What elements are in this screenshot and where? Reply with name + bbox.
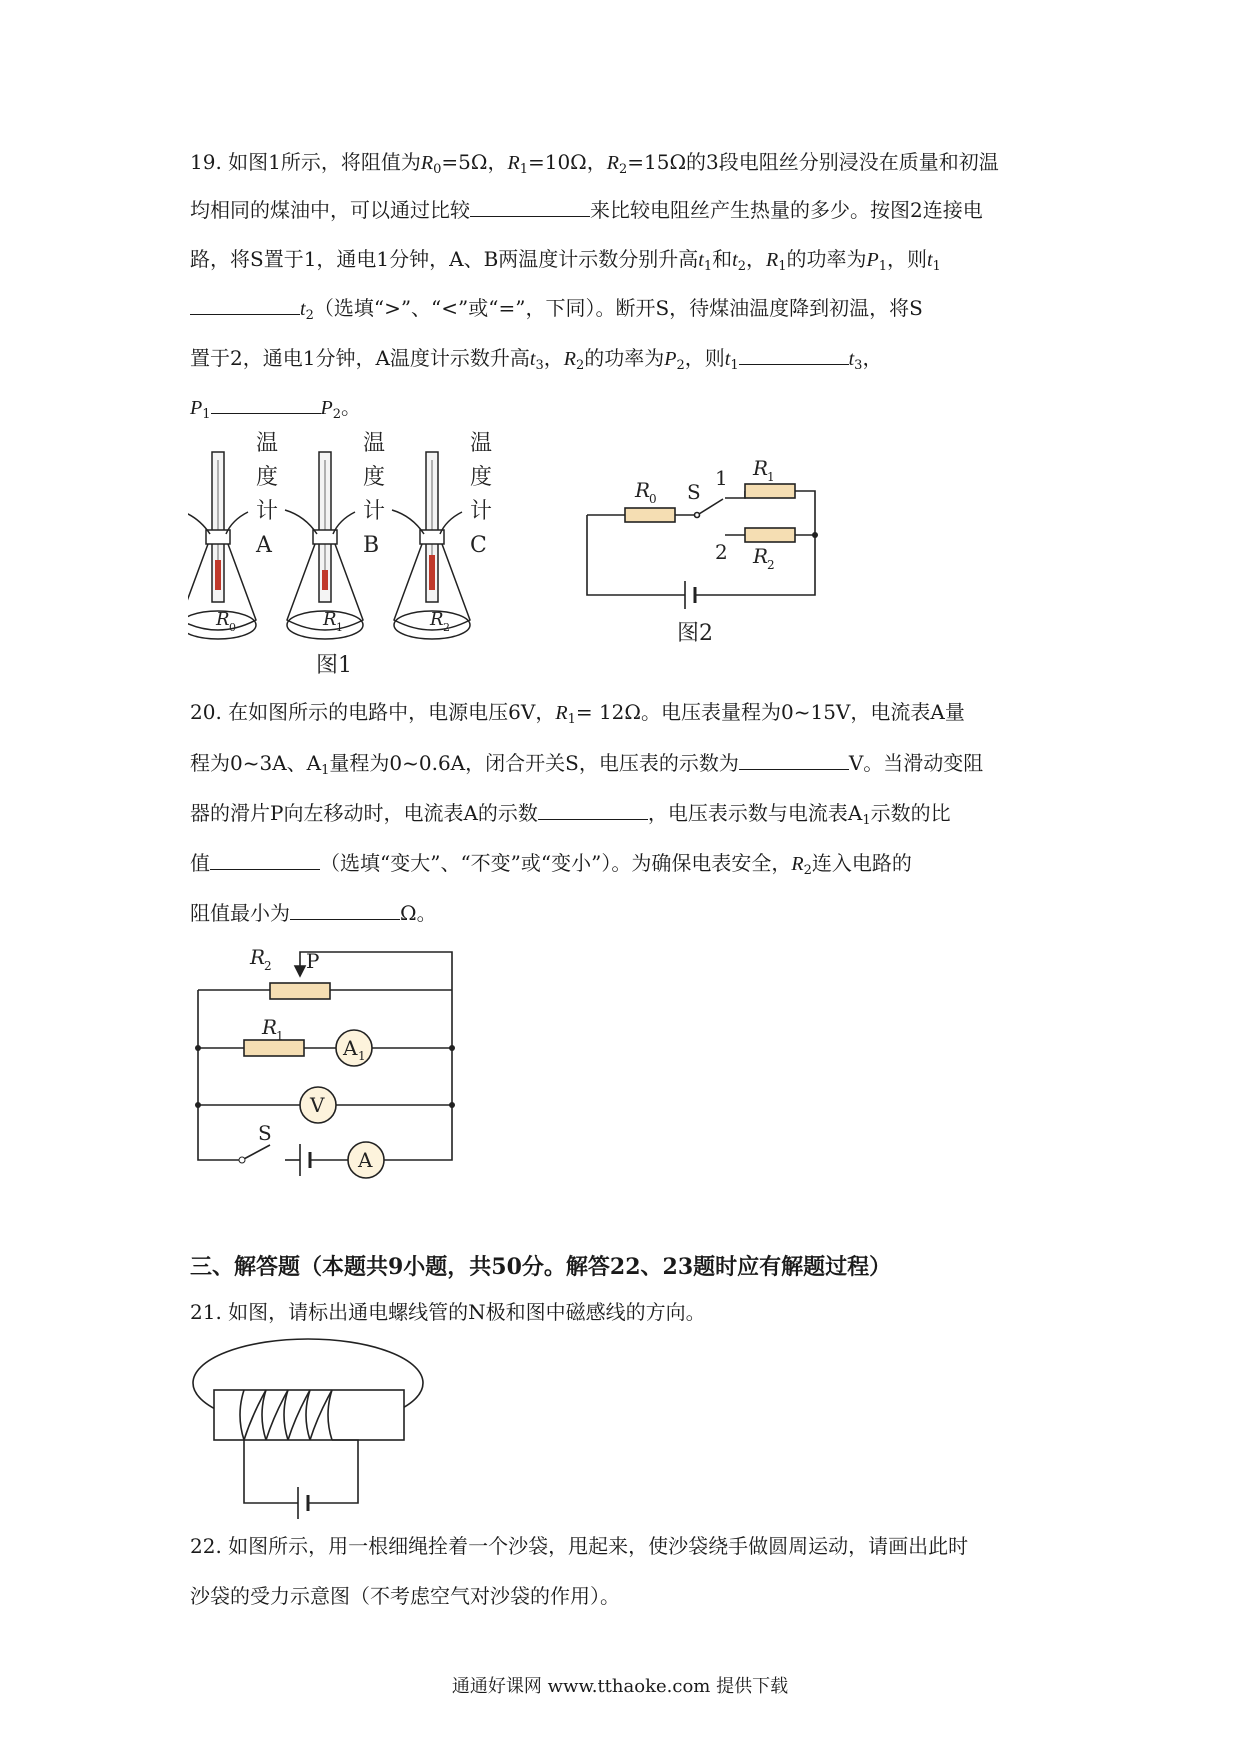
svg-text:温: 温 xyxy=(363,431,386,456)
q19-line-3: 路，将S置于1，通电1分钟，A、B两温度计示数分别升高$t_1$和$t_2$，$R_1$的功率为$P_1$，则$t_1$ xyxy=(190,247,941,274)
svg-text:R: R xyxy=(323,609,337,630)
q19-line-1: 19. 如图1所示，将阻值为$R_0=5\Omega$，$R_1=10\Omega$，$R_2=15\Omega$的3段电阻丝分别浸没在质量和初温 xyxy=(190,150,999,177)
svg-text:B: B xyxy=(363,533,380,558)
svg-text:1: 1 xyxy=(358,1049,366,1063)
q21-text: 21. 如图，请标出通电螺线管的N极和图中磁感线的方向。 xyxy=(190,1300,706,1324)
switch-label: S xyxy=(258,1121,272,1145)
q20-circuit-figure xyxy=(190,940,470,1180)
svg-text:2: 2 xyxy=(264,959,272,973)
q19-line-2: 均相同的煤油中，可以通过比较 来比较电阻丝产生热量的多少。按图2连接电 xyxy=(190,198,983,222)
figure-caption: 图1 xyxy=(316,653,352,678)
q20-line-1: 20. 在如图所示的电路中，电源电压6V，$R_1= 12\Omega$。电压表量程为0~15V，电流表A量 xyxy=(190,700,965,727)
answer-blank[interactable] xyxy=(739,749,849,770)
svg-text:C: C xyxy=(470,533,487,558)
svg-text:R: R xyxy=(216,609,230,630)
svg-text:0: 0 xyxy=(229,621,236,634)
svg-text:2: 2 xyxy=(767,558,775,572)
q19-line-6: $P_1$ $P_2$。 xyxy=(190,395,361,422)
ammeter-a1-label: A xyxy=(343,1036,358,1060)
ammeter-a-label: A xyxy=(358,1148,373,1172)
q19-text: 19. 如图1所示，将阻值为 xyxy=(190,150,421,174)
svg-text:2: 2 xyxy=(443,621,450,634)
thermo-label: 温 xyxy=(256,431,279,456)
svg-text:R: R xyxy=(250,945,266,969)
page-footer: 通通好课网 www.tthaoke.com 提供下载 xyxy=(451,1676,789,1697)
q20-line-2: 程为0~3A、$A_1$量程为0~0.6A，闭合开关S，电压表的示数为 V。当滑动变阻 xyxy=(190,751,984,778)
svg-text:R: R xyxy=(262,1015,278,1039)
q20-text: 20. 在如图所示的电路中，电源电压6V， xyxy=(190,700,556,724)
section-heading: 三、解答题（本题共9小题，共50分。解答22、23题时应有解题过程） xyxy=(190,1254,892,1280)
q19-line-4: $t_2$（选填“>”、“<”或“=”，下同）。断开S，待煤油温度降到初温，将S xyxy=(190,294,923,323)
voltmeter-label: V xyxy=(310,1093,325,1117)
q22-line-2: 沙袋的受力示意图（不考虑空气对沙袋的作用）。 xyxy=(190,1584,620,1608)
q19-figure-2-circuit xyxy=(575,445,835,655)
svg-text:度: 度 xyxy=(470,465,493,490)
answer-blank[interactable] xyxy=(538,799,648,820)
q19-figure-1 xyxy=(188,430,518,680)
q20-line-4: 值 （选填“变大”、“不变”或“变小”）。为确保电表安全，$R_2$连入电路的 xyxy=(190,851,912,878)
answer-blank[interactable] xyxy=(211,393,321,414)
q20-line-5: 阻值最小为 Ω。 xyxy=(190,901,437,925)
svg-text:R: R xyxy=(430,609,444,630)
svg-text:0: 0 xyxy=(649,492,657,506)
slider-label: P xyxy=(306,949,320,973)
answer-blank[interactable] xyxy=(210,849,320,870)
q21-solenoid-figure xyxy=(188,1335,438,1525)
svg-text:计: 计 xyxy=(470,499,493,524)
q19-line-5: 置于2，通电1分钟，A温度计示数升高$t_3$，$R_2$的功率为$P_2$，则$t_1$ $t_3$， xyxy=(190,346,883,373)
answer-blank[interactable] xyxy=(739,344,849,365)
svg-text:温: 温 xyxy=(470,431,493,456)
figure-caption: 图2 xyxy=(677,621,713,646)
answer-blank[interactable] xyxy=(290,899,400,920)
svg-text:1: 1 xyxy=(715,466,728,490)
svg-text:R: R xyxy=(753,544,769,568)
q20-line-3: 器的滑片P向左移动时，电流表A的示数 ，电压表示数与电流表$A_1$示数的比 xyxy=(190,801,951,828)
svg-text:R: R xyxy=(753,456,769,480)
svg-text:2: 2 xyxy=(715,540,728,564)
answer-blank[interactable] xyxy=(190,294,300,315)
q22-line-1: 22. 如图所示，用一根细绳拴着一个沙袋，甩起来，使沙袋绕手做圆周运动，请画出此时 xyxy=(190,1534,969,1558)
svg-text:A: A xyxy=(256,533,272,558)
svg-text:1: 1 xyxy=(336,621,343,634)
svg-text:度: 度 xyxy=(256,465,279,490)
svg-text:计: 计 xyxy=(363,499,386,524)
svg-text:R: R xyxy=(635,478,651,502)
answer-blank[interactable] xyxy=(470,196,590,217)
svg-text:度: 度 xyxy=(363,465,386,490)
switch-label: S xyxy=(687,480,701,504)
svg-text:1: 1 xyxy=(276,1029,284,1043)
svg-text:1: 1 xyxy=(767,470,775,484)
svg-text:计: 计 xyxy=(256,499,279,524)
